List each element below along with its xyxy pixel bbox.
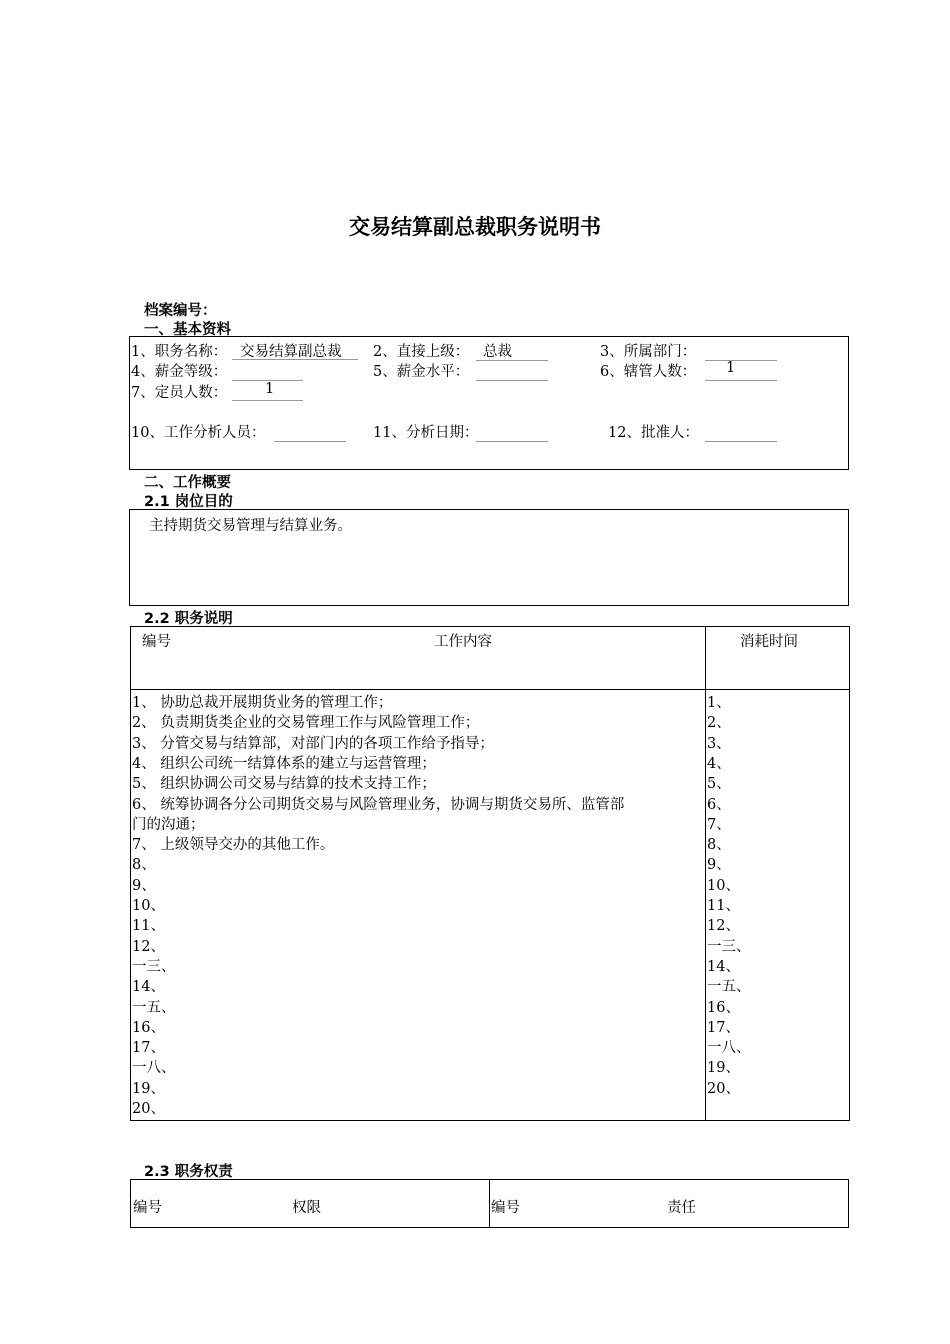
duty-content-line: 7、 上级领导交办的其他工作。 (132, 837, 335, 854)
duty-time-line: 一五、 (707, 979, 751, 996)
duty-content-line: 5、 组织协调公司交易与结算的技术支持工作； (132, 776, 436, 793)
duty-time-line: 一八、 (707, 1040, 751, 1057)
duty-content-line: 8、 (132, 857, 156, 874)
duty-time-line: 一三、 (707, 938, 751, 955)
duty-time-line: 7、 (707, 816, 731, 833)
duty-time-line: 6、 (707, 796, 731, 813)
duty-time-line: 4、 (707, 755, 731, 772)
duty-content-line: 17、 (132, 1040, 165, 1057)
supervisor-underline (476, 360, 548, 361)
duties-col-content: 工作内容 (434, 634, 492, 650)
duty-content-line: 10、 (132, 898, 165, 914)
duty-content-line: 3、 分管交易与结算部，对部门内的各项工作给予指导； (132, 735, 494, 752)
headcount-value: 1 (265, 381, 275, 397)
section1-heading: 一、基本资料 (144, 322, 231, 338)
supervisor-value: 总裁 (483, 344, 512, 360)
duty-content-line: 11、 (132, 918, 165, 935)
duty-content-line: 一八、 (132, 1060, 176, 1077)
analyst-underline (274, 441, 346, 442)
duty-time-line: 1、 (707, 695, 731, 711)
duty-content-line: 6、 统筹协调各分公司期货交易与风险管理业务，协调与期货交易所、监管部 (132, 796, 625, 813)
duties-header-divider (130, 689, 850, 690)
supervisor-label: 2、直接上级： (373, 344, 470, 360)
duty-content-line: 14、 (132, 979, 165, 996)
duty-time-line: 11、 (707, 898, 740, 914)
authority-col-number: 编号 (133, 1200, 162, 1216)
duty-time-line: 2、 (707, 715, 731, 732)
document-title: 交易结算副总裁职务说明书 (349, 215, 601, 239)
duties-column-divider (705, 626, 706, 1121)
duty-time-line: 20、 (707, 1080, 740, 1097)
archive-number-label: 档案编号： (144, 303, 217, 319)
duty-content-line: 1、 协助总裁开展期货业务的管理工作； (132, 695, 393, 711)
authority-col-authority: 权限 (292, 1200, 321, 1216)
responsibility-col-number: 编号 (491, 1200, 520, 1216)
duty-time-line: 12、 (707, 918, 740, 935)
duty-content-line: 9、 (132, 877, 156, 894)
duties-content-list (132, 693, 704, 1118)
duty-time-line: 3、 (707, 735, 731, 752)
subordinates-label: 6、辖管人数： (600, 364, 697, 380)
analysis-date-label: 11、分析日期： (373, 425, 479, 441)
approver-label: 12、批准人： (608, 425, 699, 441)
approver-underline (705, 441, 777, 442)
duty-time-line: 16、 (707, 999, 740, 1016)
section2-heading: 二、工作概要 (144, 475, 231, 491)
duty-content-line: 19、 (132, 1080, 165, 1097)
job-title-label: 1、职务名称： (131, 344, 228, 360)
duty-time-line: 5、 (707, 776, 731, 793)
salary-level-label: 5、薪金水平： (373, 364, 470, 380)
duty-time-line: 8、 (707, 837, 731, 854)
duties-col-time: 消耗时间 (740, 634, 798, 650)
authority-heading: 2.3 职务权责 (144, 1164, 233, 1180)
duties-time-list (707, 693, 847, 1098)
duties-heading: 2.2 职务说明 (144, 611, 233, 627)
duty-time-line: 14、 (707, 958, 740, 975)
subordinates-underline (705, 380, 777, 381)
responsibility-col-responsibility: 责任 (667, 1200, 696, 1216)
duty-time-line: 19、 (707, 1060, 740, 1077)
authority-column-divider (489, 1179, 490, 1228)
analysis-date-underline (476, 441, 548, 442)
job-title-value: 交易结算副总裁 (240, 344, 342, 360)
headcount-label: 7、定员人数： (131, 385, 228, 401)
duty-time-line: 9、 (707, 857, 731, 874)
subordinates-value: 1 (726, 360, 736, 376)
job-title-underline (232, 359, 358, 360)
duty-content-line: 门的沟通； (132, 816, 205, 833)
salary-grade-label: 4、薪金等级： (131, 364, 228, 380)
duty-content-line: 一三、 (132, 958, 176, 975)
duty-content-line: 20、 (132, 1101, 165, 1117)
duty-content-line: 12、 (132, 938, 165, 955)
duty-content-line: 一五、 (132, 999, 176, 1016)
purpose-text: 主持期货交易管理与结算业务。 (149, 518, 352, 534)
salary-level-underline (476, 380, 548, 381)
duty-time-line: 10、 (707, 877, 740, 894)
duty-content-line: 2、 负责期货类企业的交易管理工作与风险管理工作； (132, 715, 480, 732)
duty-content-line: 16、 (132, 1019, 165, 1036)
department-label: 3、所属部门： (600, 344, 697, 360)
duty-time-line: 17、 (707, 1019, 740, 1036)
analyst-label: 10、工作分析人员： (131, 425, 266, 441)
duty-content-line: 4、 组织公司统一结算体系的建立与运营管理； (132, 755, 436, 772)
headcount-underline (232, 400, 303, 401)
purpose-box (129, 509, 849, 606)
department-underline (705, 360, 777, 361)
purpose-heading: 2.1 岗位目的 (144, 494, 233, 510)
duties-col-number: 编号 (142, 634, 171, 650)
